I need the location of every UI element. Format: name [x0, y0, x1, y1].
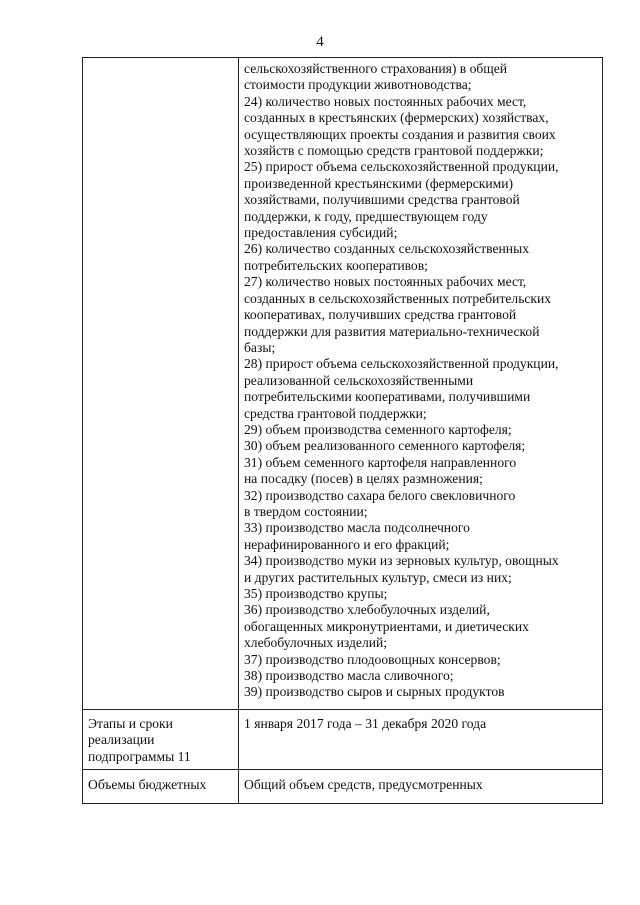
indicators-label-cell [83, 58, 239, 710]
indicator-line: обогащенных микронутриентами, и диетических [244, 618, 529, 634]
volume-value-cell [239, 770, 603, 804]
indicator-line: созданных в крестьянских (фермерских) хозяйствах, [244, 110, 549, 126]
stages-label-cell [83, 709, 239, 769]
page-number: 4 [316, 34, 324, 50]
indicator-line: базы; [244, 339, 276, 355]
indicator-line: стоимости продукции животноводства; [244, 77, 472, 93]
indicator-line: 35) производство крупы; [244, 586, 388, 601]
indicator-line: созданных в сельскохозяйственных потребительских [244, 290, 552, 306]
indicator-line: 26) количество созданных сельскохозяйственных [244, 241, 530, 257]
indicator-line: 31) объем семенного картофеля направленного [244, 454, 517, 470]
table-row-indicators [83, 58, 603, 710]
indicator-line: поддержки для развития материально-технической [244, 323, 540, 339]
indicator-line: реализованной сельскохозяйственными [244, 372, 474, 388]
indicator-line: 25) прирост объема сельскохозяйственной продукции, [244, 159, 559, 175]
indicator-line: произведенной крестьянскими (фермерскими) [244, 175, 514, 191]
stages-label-line: Этапы и сроки [88, 715, 173, 731]
indicator-line: 34) производство муки из зерновых культур, овощных [244, 553, 559, 569]
indicator-line: предоставления субсидий; [244, 225, 398, 241]
indicator-line: кооперативах, получивших средства грантовой [244, 307, 517, 323]
indicator-line: 28) прирост объема сельскохозяйственной продукции, [244, 356, 559, 372]
stages-value-cell [239, 709, 603, 769]
indicator-line: 32) производство сахара белого свекловичного [244, 487, 516, 503]
table-row-volume [83, 770, 603, 804]
volume-label-text: Объемы бюджетных [88, 777, 207, 793]
stages-value-text: 1 января 2017 года – 31 декабря 2020 года [244, 715, 487, 731]
indicators-list-cell [239, 58, 603, 710]
indicator-line: 37) производство плодоовощных консервов; [244, 651, 501, 667]
stages-label-line: реализации [88, 732, 155, 748]
indicator-line: 27) количество новых постоянных рабочих мест, [244, 274, 527, 290]
volume-value-text: Общий объем средств, предусмотренных [244, 777, 483, 793]
indicator-line: 38) производство масла сливочного; [244, 668, 454, 684]
indicator-line: 29) объем производства семенного картофеля; [244, 421, 512, 437]
indicator-line: и других растительных культур, смеси из них; [244, 569, 512, 585]
indicator-line: 33) производство масла подсолнечного [244, 520, 470, 536]
indicator-line: 24) количество новых постоянных рабочих мест, [244, 93, 527, 109]
program-passport-table [82, 57, 603, 804]
indicator-line: в твердом состоянии; [244, 503, 368, 519]
table-row-stages [83, 709, 603, 769]
indicator-line: сельскохозяйственного страхования) в общей [244, 61, 508, 76]
indicator-line: потребительскими кооперативами, получившими [244, 389, 531, 405]
indicator-line: хозяйств с помощью средств грантовой поддержки; [244, 143, 544, 159]
indicator-line: 39) производство сыров и сырных продуктов [244, 684, 505, 700]
indicator-line: 36) производство хлебобулочных изделий, [244, 602, 490, 618]
indicator-line: хлебобулочных изделий; [244, 635, 388, 651]
indicator-line: средства грантовой поддержки; [244, 405, 427, 421]
indicator-line: 30) объем реализованного семенного картофеля; [244, 438, 526, 454]
indicator-line: потребительских кооперативов; [244, 257, 428, 273]
indicator-line: нерафинированного и его фракций; [244, 536, 450, 552]
indicator-line: осуществляющих проекты создания и развития своих [244, 126, 556, 142]
volume-label-cell [83, 770, 239, 804]
indicator-line: поддержки, к году, предшествующем году [244, 208, 488, 224]
indicator-line: на посадку (посев) в целях размножения; [244, 471, 483, 487]
stages-label-line: подпрограммы 11 [88, 748, 191, 764]
indicator-line: хозяйствами, получившими средства грантовой [244, 192, 520, 208]
